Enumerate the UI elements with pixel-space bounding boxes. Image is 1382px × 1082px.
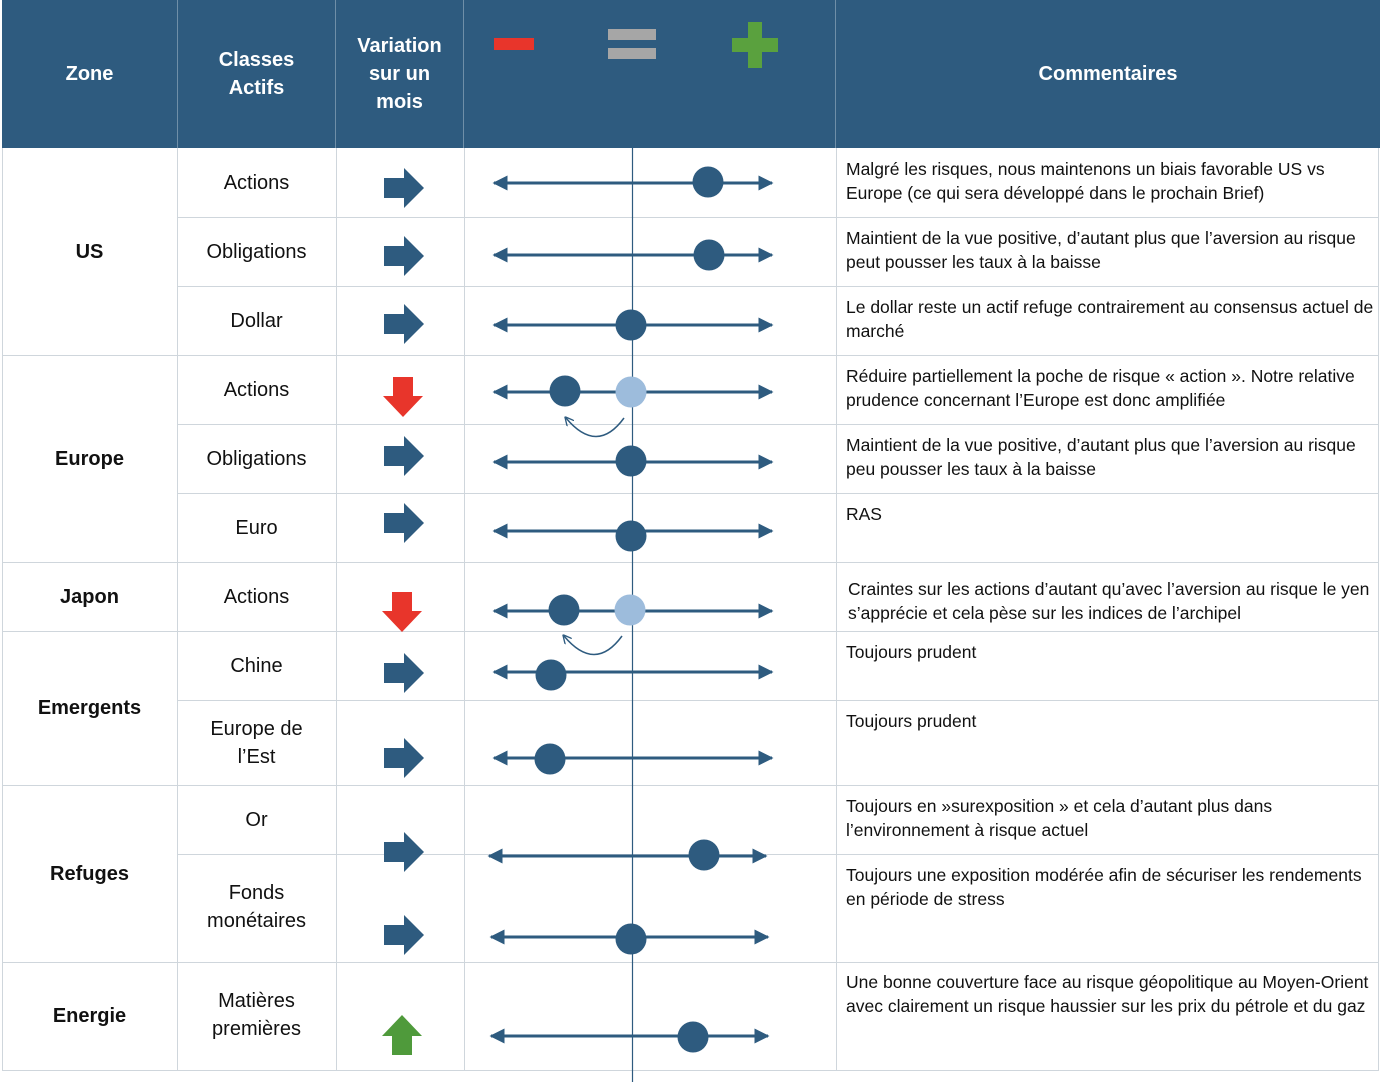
position-marker	[689, 840, 720, 871]
zone-us: US	[75, 240, 104, 263]
asset-ref-fonds-line2: monétaires	[207, 910, 306, 932]
position-marker	[549, 595, 580, 626]
asset-em-europe-est-line2: l’Est	[237, 745, 276, 768]
comment-eu-obligations: Maintient de la vue positive, d’autant plus que l’aversion au risque peu pousser les taux à la baisse	[846, 435, 1356, 479]
comment-us-actions: Malgré les risques, nous maintenons un biais favorable US vs Europe (ce qui sera développé dans le prochain Brief)	[846, 159, 1325, 203]
header-classes-line1: Classes	[218, 49, 295, 71]
comment-eu-actions: Réduire partiellement la poche de risque « action ». Notre relative prudence concernant l’Europe est donc amplifiée	[846, 366, 1355, 410]
header-variation-line2: sur un	[368, 63, 431, 85]
asset-ref-or: Or	[245, 808, 268, 831]
asset-en-mp-line2: premières	[212, 1018, 301, 1040]
zone-japon: Japon	[60, 585, 119, 608]
asset-jp-actions: Actions	[223, 585, 290, 608]
comment-em-chine: Toujours prudent	[846, 642, 977, 662]
asset-ref-fonds-line1: Fonds	[228, 882, 285, 904]
zone-emergents: Emergents	[37, 697, 142, 719]
right-arrow-icon	[384, 304, 424, 344]
comment-en-mp: Une bonne couverture face au risque géopolitique au Moyen-Orient avec clairement un risque haussier sur les prix du pétrole et du gaz	[846, 972, 1369, 1016]
right-arrow-icon	[384, 832, 424, 872]
asset-eu-euro: Euro	[235, 516, 278, 539]
right-arrow-icon	[384, 503, 424, 543]
header-variation-line3: mois	[376, 91, 423, 113]
comment-em-europe-est: Toujours prudent	[846, 711, 977, 731]
down-arrow-icon	[382, 592, 422, 632]
previous-position-marker	[616, 377, 647, 408]
comment-ref-or: Toujours en »surexposition » et cela d’autant plus dans l’environnement à risque actuel	[846, 796, 1273, 840]
comment-eu-euro: RAS	[846, 504, 882, 524]
move-arc	[566, 418, 624, 437]
right-arrow-icon	[384, 653, 424, 693]
asset-en-mp-line1: Matières	[218, 990, 295, 1012]
zone-refuges: Refuges	[50, 862, 129, 885]
position-marker	[536, 660, 567, 691]
position-marker	[550, 376, 581, 407]
comment-jp-actions: Craintes sur les actions d’autant qu’avec l’aversion au risque le yen s’apprécie et cela pèse sur les indices de l’archipel	[848, 579, 1370, 623]
comment-ref-fonds: Toujours une exposition modérée afin de sécuriser les rendements en période de stress	[846, 865, 1362, 909]
right-arrow-icon	[384, 915, 424, 955]
zone-europe: Europe	[55, 447, 124, 470]
asset-us-dollar: Dollar	[230, 309, 283, 332]
position-marker	[616, 521, 647, 552]
down-arrow-icon	[383, 377, 423, 417]
asset-eu-actions: Actions	[223, 378, 290, 401]
asset-eu-obligations: Obligations	[206, 447, 307, 470]
header-variation-line1: Variation	[357, 35, 442, 57]
asset-em-europe-est-line1: Europe de	[210, 717, 303, 740]
previous-position-marker	[615, 595, 646, 626]
asset-us-obligations: Obligations	[206, 240, 307, 263]
position-marker	[694, 240, 725, 271]
asset-em-chine: Chine	[230, 654, 283, 677]
right-arrow-icon	[384, 236, 424, 276]
position-marker	[535, 744, 566, 775]
position-marker	[616, 446, 647, 477]
position-marker	[693, 167, 724, 198]
zone-energie: Energie	[52, 1005, 127, 1027]
move-arc	[564, 636, 622, 655]
right-arrow-icon	[384, 738, 424, 778]
header-classes-line2: Actifs	[228, 77, 285, 99]
comment-us-obligations: Maintient de la vue positive, d’autant plus que l’aversion au risque peut pousser les taux à la baisse	[846, 228, 1356, 272]
asset-us-actions: Actions	[223, 171, 290, 194]
header-zone-label: Zone	[65, 63, 114, 85]
position-marker	[616, 924, 647, 955]
up-arrow-icon	[382, 1015, 422, 1055]
comment-us-dollar: Le dollar reste un actif refuge contrairement au consensus actuel de marché	[846, 297, 1374, 341]
right-arrow-icon	[384, 436, 424, 476]
position-marker	[678, 1022, 709, 1053]
position-marker	[616, 310, 647, 341]
right-arrow-icon	[384, 168, 424, 208]
header-commentaires-label: Commentaires	[1038, 63, 1178, 85]
